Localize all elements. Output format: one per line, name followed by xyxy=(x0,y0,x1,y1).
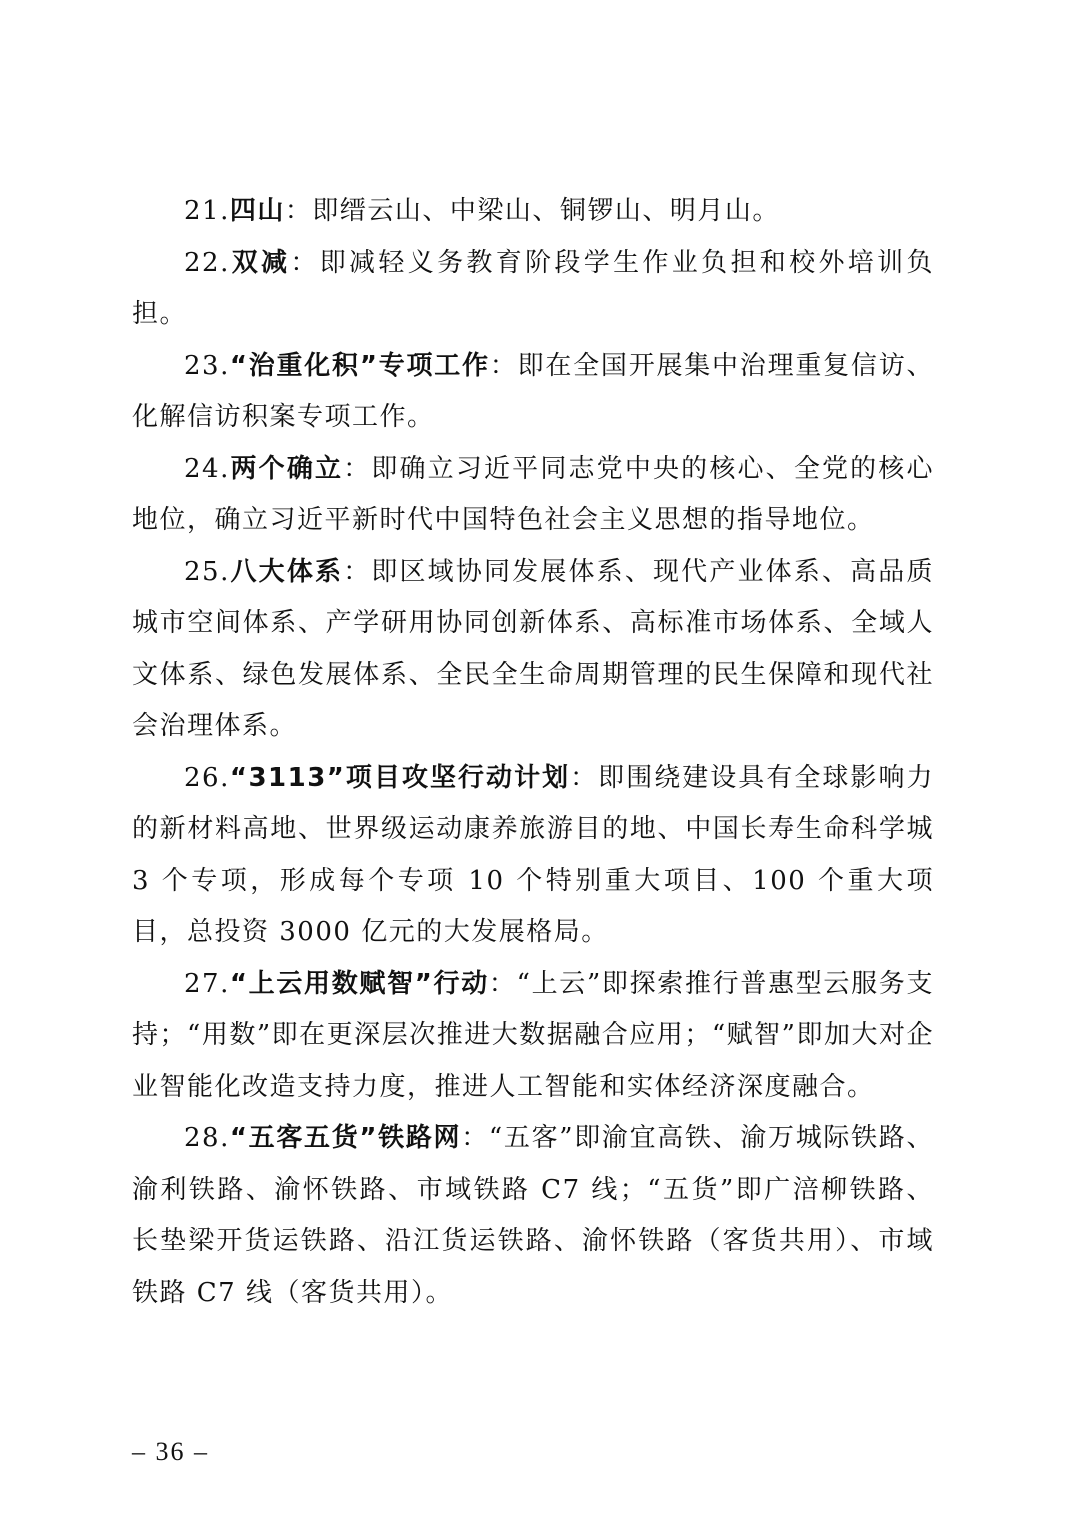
glossary-entry-22 xyxy=(132,238,934,341)
entry-separator: ： xyxy=(488,968,517,999)
glossary-entry-21 xyxy=(132,186,934,238)
entry-number: 25. xyxy=(184,556,230,587)
entry-term: “3113”项目攻坚行动计划 xyxy=(229,762,571,793)
entry-term: “上云用数赋智”行动 xyxy=(229,968,489,999)
entry-definition: 即在全国开展集中治理重复信访、化解信访积案专项工作。 xyxy=(132,350,934,432)
entry-separator: ： xyxy=(290,247,320,278)
entry-separator: ： xyxy=(343,556,372,587)
entry-number: 27. xyxy=(184,968,230,999)
entry-term: 八大体系 xyxy=(229,556,344,587)
glossary-entry-25 xyxy=(132,547,934,753)
glossary-entry-26 xyxy=(132,753,934,959)
entry-definition: 即减轻义务教育阶段学生作业负担和校外培训负担。 xyxy=(132,247,934,329)
entry-separator: ： xyxy=(284,196,313,226)
glossary-entry-23 xyxy=(132,341,934,444)
entry-separator: ： xyxy=(461,1123,489,1153)
entry-number: 24. xyxy=(184,453,230,484)
entry-definition: 即围绕建设具有全球影响力的新材料高地、世界级运动康养旅游目的地、中国长寿生命科学城 3 个专项，形成每个专项 10 个特别重大项目、100 个重大项目，总投资 3000 亿元的大发展格局。 xyxy=(132,762,934,947)
entry-term: 双减 xyxy=(229,247,291,278)
entry-term: 四山 xyxy=(229,196,285,226)
entry-definition: 即区域协同发展体系、现代产业体系、高品质城市空间体系、产学研用协同创新体系、高标准市场体系、全域人文体系、绿色发展体系、全民全生命周期管理的民生保障和现代社会治理体系。 xyxy=(132,556,934,741)
glossary-body xyxy=(132,186,934,1319)
entry-definition: 即缙云山、中梁山、铜锣山、明月山。 xyxy=(312,196,780,226)
glossary-entry-24 xyxy=(132,444,934,547)
entry-number: 21. xyxy=(184,196,230,226)
entry-separator: ： xyxy=(343,453,372,484)
glossary-entry-28 xyxy=(132,1113,934,1319)
entry-separator: ： xyxy=(570,762,599,793)
entry-number: 23. xyxy=(184,350,230,381)
entry-term: “治重化积”专项工作 xyxy=(229,350,490,381)
entry-number: 26. xyxy=(184,762,230,793)
entry-definition: 即确立习近平同志党中央的核心、全党的核心地位，确立习近平新时代中国特色社会主义思想的指导地位。 xyxy=(132,453,934,535)
entry-number: 28. xyxy=(184,1123,230,1153)
entry-number: 22. xyxy=(184,247,230,278)
entry-definition: “上云”即探索推行普惠型云服务支持；“用数”即在更深层次推进大数据融合应用；“赋智”即加大对企业智能化改造支持力度，推进人工智能和实体经济深度融合。 xyxy=(132,968,934,1102)
entry-definition: “五客”即渝宜高铁、渝万城际铁路、渝利铁路、渝怀铁路、市域铁路 C7 线；“五货”即广涪柳铁路、长垫梁开货运铁路、沿江货运铁路、渝怀铁路（客货共用）、市域铁路 C7 线（客货共用）。 xyxy=(132,1123,934,1308)
page-number: – 36 – xyxy=(132,1437,209,1466)
glossary-entry-27 xyxy=(132,959,934,1114)
entry-term: 两个确立 xyxy=(229,453,344,484)
entry-term: “五客五货”铁路网 xyxy=(229,1123,462,1153)
entry-separator: ： xyxy=(489,350,518,381)
